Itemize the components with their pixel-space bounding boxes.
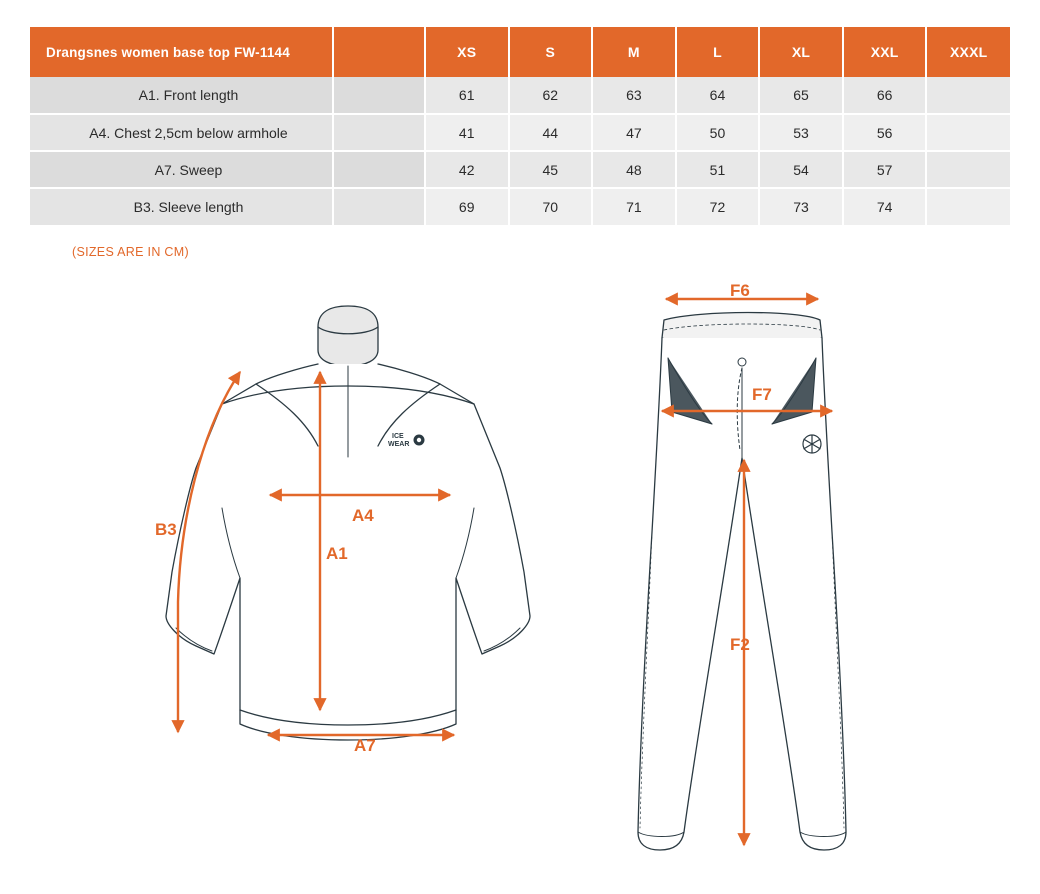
cell-m: 48 xyxy=(592,151,676,188)
top-garment-outline xyxy=(166,306,530,740)
cell-l: 51 xyxy=(676,151,760,188)
table-row xyxy=(30,114,1010,151)
cell-xxl: 57 xyxy=(843,151,927,188)
table-row xyxy=(30,188,1010,225)
label-f2: F2 xyxy=(730,635,750,654)
size-header-m: M xyxy=(592,27,676,77)
cell-xl: 65 xyxy=(759,77,843,114)
cell-xxl: 74 xyxy=(843,188,927,225)
cell-s: 70 xyxy=(509,188,593,225)
cell-xl: 53 xyxy=(759,114,843,151)
size-table-body xyxy=(30,77,1010,225)
svg-text:ICE: ICE xyxy=(392,433,404,440)
cell-xxxl xyxy=(926,151,1010,188)
cell-l: 72 xyxy=(676,188,760,225)
header-spacer xyxy=(333,27,425,77)
label-f6: F6 xyxy=(730,281,750,300)
label-b3: B3 xyxy=(155,520,177,539)
size-table xyxy=(30,27,1010,225)
table-row xyxy=(30,77,1010,114)
cell-xs: 69 xyxy=(425,188,509,225)
cell-xl: 54 xyxy=(759,151,843,188)
cell-xxxl xyxy=(926,114,1010,151)
table-row xyxy=(30,151,1010,188)
header-row xyxy=(30,27,1010,77)
cell-s: 62 xyxy=(509,77,593,114)
row-spacer xyxy=(333,77,425,114)
row-spacer xyxy=(333,114,425,151)
cell-l: 64 xyxy=(676,77,760,114)
size-header-xxxl: XXXL xyxy=(926,27,1010,77)
row-spacer xyxy=(333,151,425,188)
cell-m: 71 xyxy=(592,188,676,225)
garment-diagram-svg xyxy=(0,272,1040,892)
cell-xl: 73 xyxy=(759,188,843,225)
row-spacer xyxy=(333,188,425,225)
row-label: A1. Front length xyxy=(30,77,333,114)
row-label: B3. Sleeve length xyxy=(30,188,333,225)
units-note: (SIZES ARE IN CM) xyxy=(72,245,189,259)
cell-xs: 41 xyxy=(425,114,509,151)
cell-xs: 42 xyxy=(425,151,509,188)
pants-outline xyxy=(638,313,846,851)
label-f7: F7 xyxy=(752,385,772,404)
size-table-container xyxy=(30,27,1010,225)
label-a4: A4 xyxy=(352,506,374,525)
row-label: A7. Sweep xyxy=(30,151,333,188)
label-a7: A7 xyxy=(354,736,376,755)
size-header-xxl: XXL xyxy=(843,27,927,77)
cell-m: 63 xyxy=(592,77,676,114)
cell-xxxl xyxy=(926,77,1010,114)
size-header-xs: XS xyxy=(425,27,509,77)
row-label: A4. Chest 2,5cm below armhole xyxy=(30,114,333,151)
size-header-xl: XL xyxy=(759,27,843,77)
garment-diagrams xyxy=(0,272,1040,892)
cell-xxxl xyxy=(926,188,1010,225)
cell-xs: 61 xyxy=(425,77,509,114)
size-header-l: L xyxy=(676,27,760,77)
size-table-header xyxy=(30,27,1010,77)
cell-s: 45 xyxy=(509,151,593,188)
label-a1: A1 xyxy=(326,544,348,563)
svg-text:WEAR: WEAR xyxy=(388,441,410,448)
cell-m: 47 xyxy=(592,114,676,151)
size-header-s: S xyxy=(509,27,593,77)
cell-l: 50 xyxy=(676,114,760,151)
cell-xxl: 66 xyxy=(843,77,927,114)
product-name-header: Drangsnes women base top FW-1144 xyxy=(30,27,333,77)
cell-xxl: 56 xyxy=(843,114,927,151)
cell-s: 44 xyxy=(509,114,593,151)
